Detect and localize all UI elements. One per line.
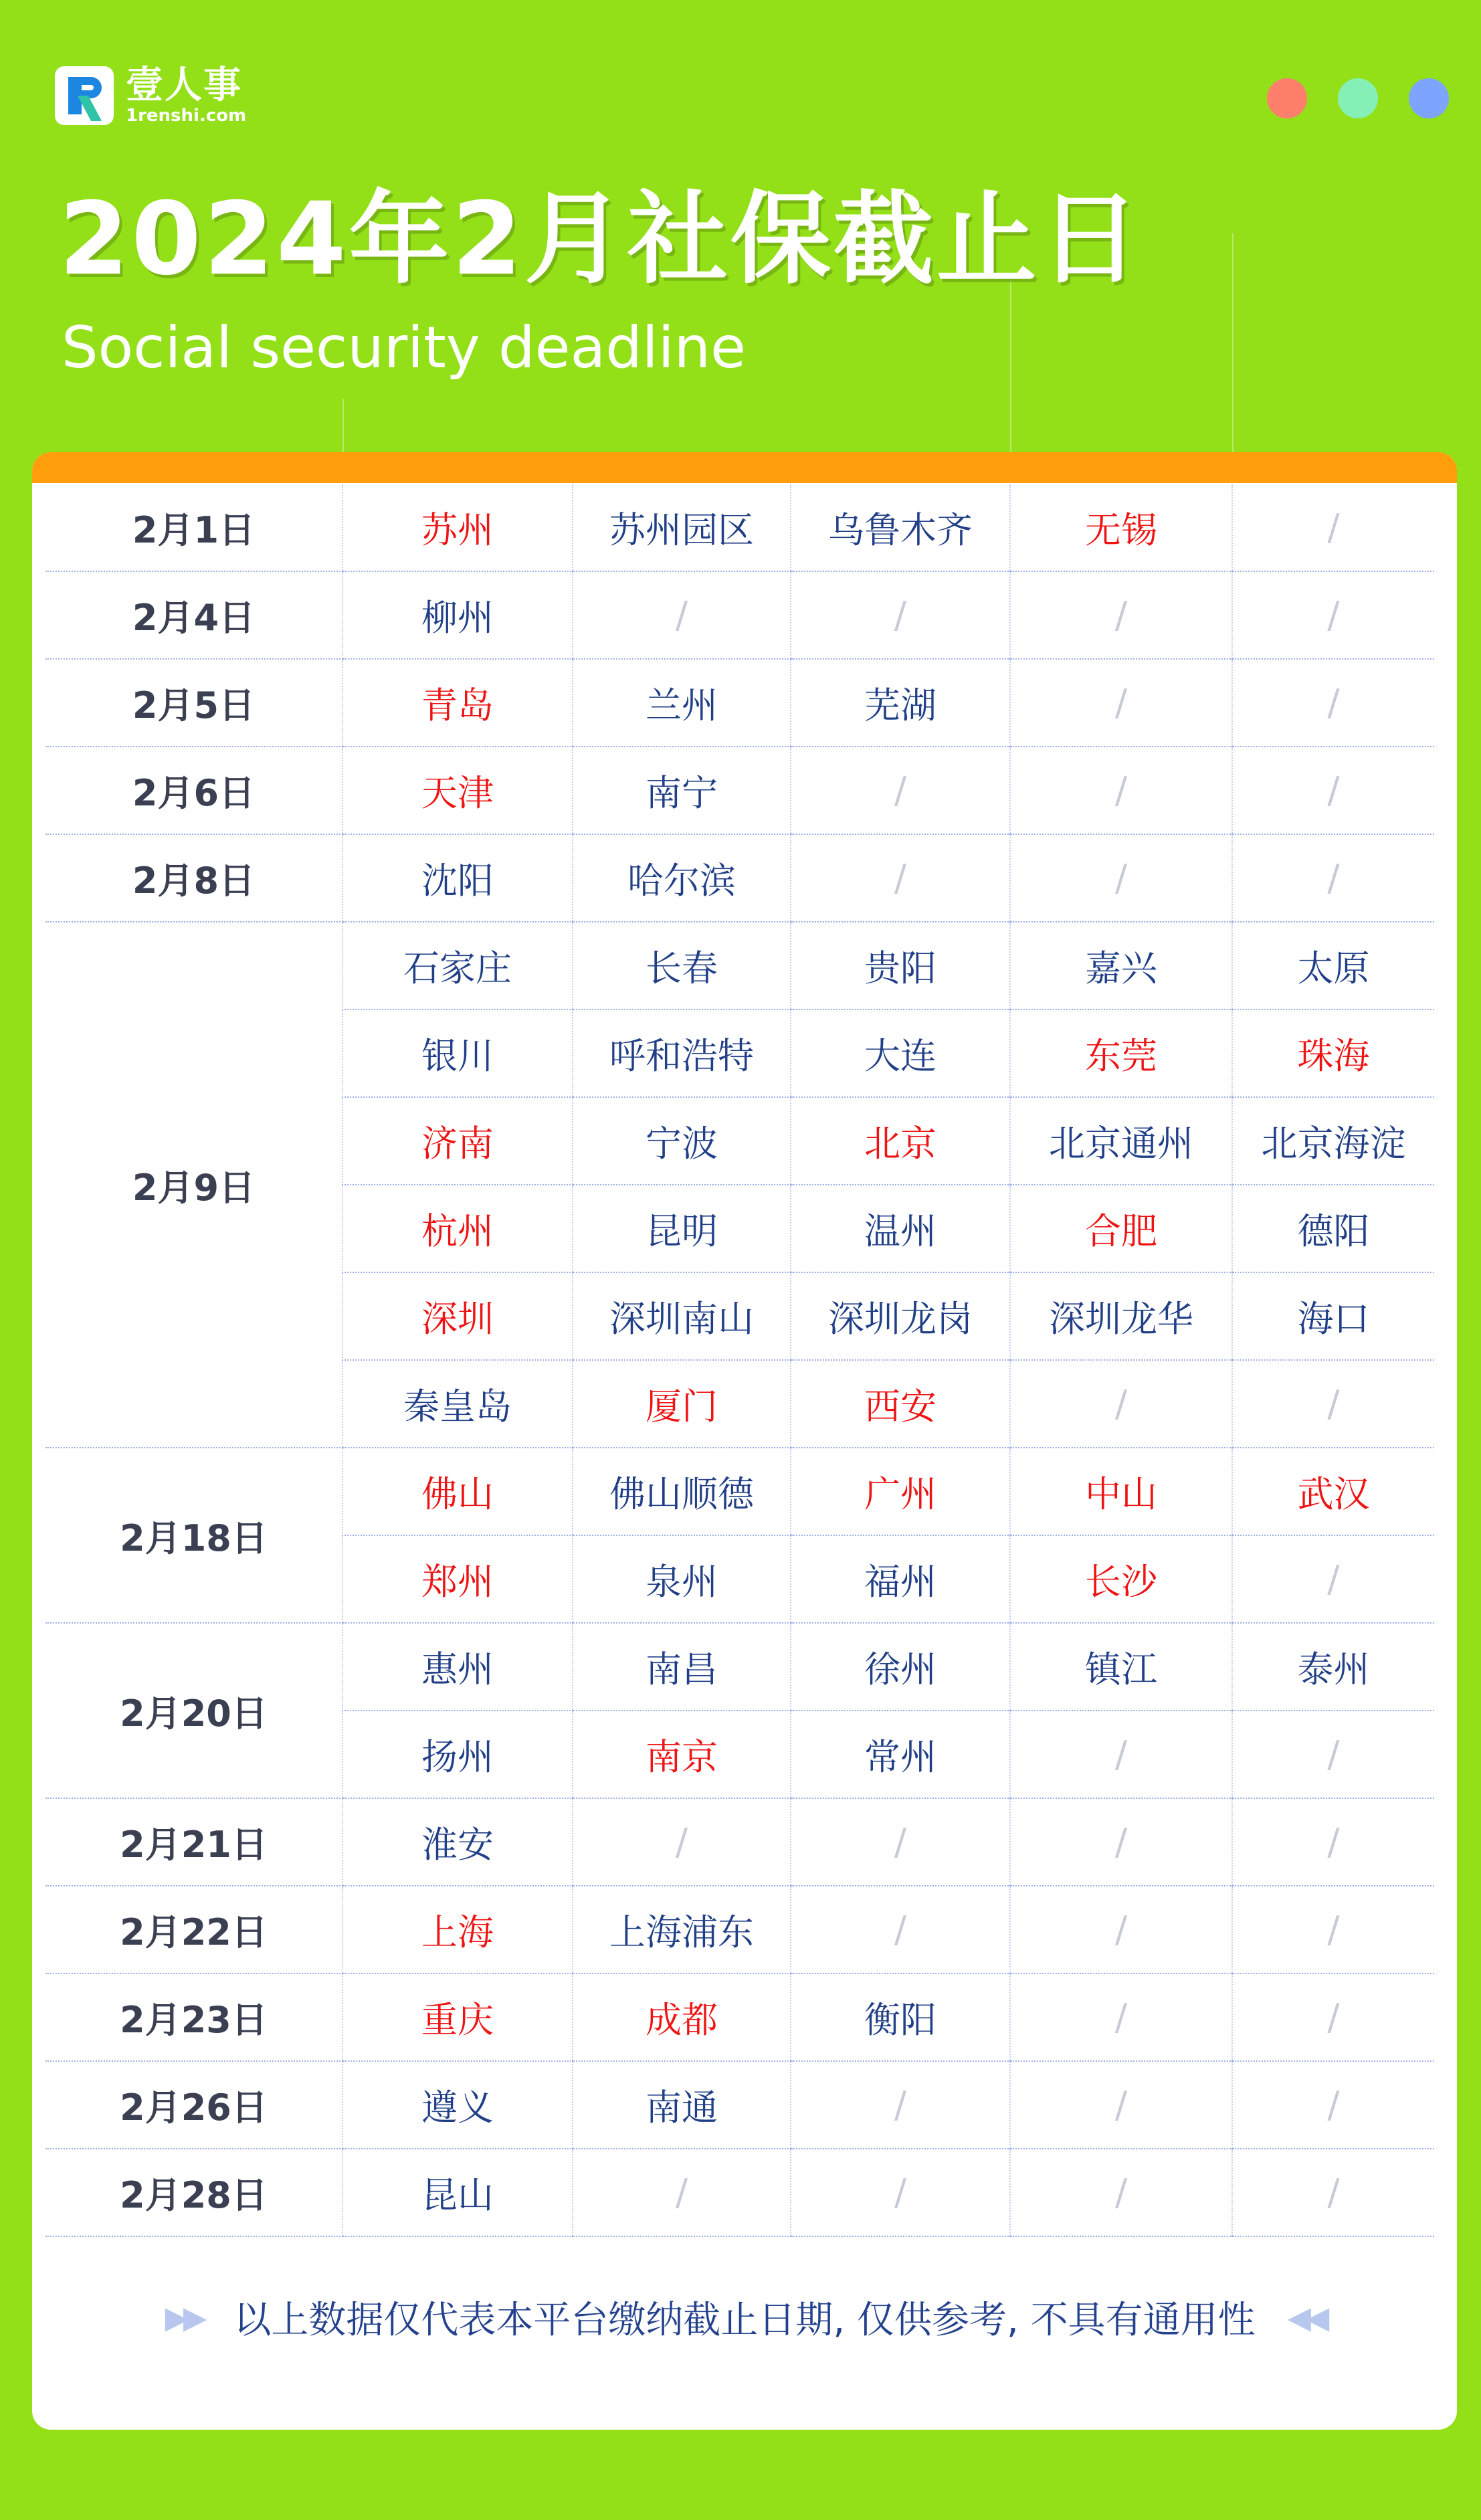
city-cell: 昆明 [573,1185,791,1272]
city-cell: 无锡 [1010,484,1232,571]
city-cell: 长春 [573,922,791,1009]
table-row [45,1973,1434,2061]
empty-cell: / [791,747,1010,834]
city-cell: 郑州 [342,1535,573,1623]
city-cell: 北京 [791,1097,1010,1185]
brand-logo [55,66,246,126]
date-cell: 2月22日 [45,1886,342,1973]
table-row [45,1623,1434,1711]
date-cell: 2月9日 [45,922,342,1448]
dot-blue [1409,78,1449,118]
empty-cell: / [1010,1973,1232,2061]
table-row [45,571,1434,659]
city-cell: 扬州 [342,1711,573,1798]
empty-cell: / [1232,2149,1434,2236]
city-cell: 石家庄 [342,922,573,1009]
city-cell: 泉州 [573,1535,791,1623]
city-cell: 镇江 [1010,1623,1232,1711]
brand-domain: 1renshi.com [126,106,247,126]
city-cell: 嘉兴 [1010,922,1232,1009]
city-cell: 南通 [573,2061,791,2149]
empty-cell: / [1010,1886,1232,1973]
table-row [45,1798,1434,1886]
date-cell: 2月6日 [45,747,342,834]
city-cell: 深圳龙岗 [791,1272,1010,1360]
date-cell: 2月23日 [45,1973,342,2061]
date-cell: 2月5日 [45,659,342,747]
city-cell: 柳州 [342,571,573,659]
empty-cell: / [1232,1973,1434,2061]
city-cell: 常州 [791,1711,1010,1798]
empty-cell: / [1010,1798,1232,1886]
city-cell: 武汉 [1232,1448,1434,1535]
city-cell: 西安 [791,1360,1010,1448]
city-cell: 上海浦东 [573,1886,791,1973]
city-cell: 合肥 [1010,1185,1232,1272]
city-cell: 海口 [1232,1272,1434,1360]
table-row [45,834,1434,922]
empty-cell: / [1232,834,1434,922]
date-cell: 2月21日 [45,1798,342,1886]
card-accent-bar [32,452,1457,483]
empty-cell: / [1010,834,1232,922]
city-cell: 重庆 [342,1973,573,2061]
logo-r-icon [55,66,114,125]
city-cell: 芜湖 [791,659,1010,747]
city-cell: 沈阳 [342,834,573,922]
city-cell: 广州 [791,1448,1010,1535]
empty-cell: / [1232,1798,1434,1886]
empty-cell: / [1232,571,1434,659]
city-cell: 苏州 [342,484,573,571]
city-cell: 哈尔滨 [573,834,791,922]
page-title: 2024年2月社保截止日 [59,181,1143,298]
dot-green [1338,78,1378,118]
table-row [45,659,1434,747]
empty-cell: / [1232,484,1434,571]
schedule-card [32,452,1457,2430]
city-cell: 泰州 [1232,1623,1434,1711]
city-cell: 北京海淀 [1232,1097,1434,1185]
double-arrow-left-icon: ◀◀ [1287,2299,1324,2335]
city-cell: 德阳 [1232,1185,1434,1272]
date-cell: 2月1日 [45,484,342,571]
empty-cell: / [573,2149,791,2236]
table-row [45,1448,1434,1535]
empty-cell: / [1232,1711,1434,1798]
date-cell: 2月4日 [45,571,342,659]
empty-cell: / [573,571,791,659]
empty-cell: / [1232,659,1434,747]
city-cell: 温州 [791,1185,1010,1272]
city-cell: 厦门 [573,1360,791,1448]
city-cell: 昆山 [342,2149,573,2236]
empty-cell: / [791,2061,1010,2149]
empty-cell: / [1010,1360,1232,1448]
city-cell: 福州 [791,1535,1010,1623]
city-cell: 衡阳 [791,1973,1010,2061]
city-cell: 佛山 [342,1448,573,1535]
schedule-table [45,484,1434,2237]
empty-cell: / [1010,747,1232,834]
date-cell: 2月8日 [45,834,342,922]
table-row [45,2149,1434,2236]
city-cell: 呼和浩特 [573,1009,791,1097]
date-cell: 2月20日 [45,1623,342,1798]
city-cell: 珠海 [1232,1009,1434,1097]
city-cell: 成都 [573,1973,791,2061]
city-cell: 苏州园区 [573,484,791,571]
window-dots [1267,78,1449,118]
city-cell: 淮安 [342,1798,573,1886]
city-cell: 兰州 [573,659,791,747]
city-cell: 惠州 [342,1623,573,1711]
empty-cell: / [791,571,1010,659]
empty-cell: / [791,1886,1010,1973]
empty-cell: / [1232,1886,1434,1973]
empty-cell: / [791,2149,1010,2236]
date-cell: 2月28日 [45,2149,342,2236]
table-row [45,747,1434,834]
city-cell: 深圳南山 [573,1272,791,1360]
city-cell: 东莞 [1010,1009,1232,1097]
city-cell: 杭州 [342,1185,573,1272]
empty-cell: / [1010,2061,1232,2149]
city-cell: 南宁 [573,747,791,834]
date-cell: 2月26日 [45,2061,342,2149]
city-cell: 深圳龙华 [1010,1272,1232,1360]
empty-cell: / [1010,1711,1232,1798]
city-cell: 长沙 [1010,1535,1232,1623]
city-cell: 宁波 [573,1097,791,1185]
empty-cell: / [1232,747,1434,834]
footer-text: 以上数据仅代表本平台缴纳截止日期, 仅供参考, 不具有通用性 [233,2299,1256,2342]
city-cell: 青岛 [342,659,573,747]
city-cell: 佛山顺德 [573,1448,791,1535]
decor-line [342,399,344,454]
empty-cell: / [1232,1535,1434,1623]
city-cell: 大连 [791,1009,1010,1097]
table-row [45,922,1434,1009]
page-subtitle: Social security deadline [62,314,747,381]
city-cell: 中山 [1010,1448,1232,1535]
date-cell: 2月18日 [45,1448,342,1623]
brand-text [126,66,246,126]
empty-cell: / [1232,2061,1434,2149]
empty-cell: / [1010,571,1232,659]
city-cell: 秦皇岛 [342,1360,573,1448]
empty-cell: / [1010,2149,1232,2236]
empty-cell: / [791,834,1010,922]
city-cell: 深圳 [342,1272,573,1360]
empty-cell: / [791,1798,1010,1886]
city-cell: 济南 [342,1097,573,1185]
empty-cell: / [1010,659,1232,747]
city-cell: 遵义 [342,2061,573,2149]
empty-cell: / [1232,1360,1434,1448]
table-row [45,2061,1434,2149]
footer-note [32,2291,1457,2344]
table-row [45,1886,1434,1973]
city-cell: 上海 [342,1886,573,1973]
city-cell: 太原 [1232,922,1434,1009]
city-cell: 北京通州 [1010,1097,1232,1185]
city-cell: 南京 [573,1711,791,1798]
city-cell: 南昌 [573,1623,791,1711]
table-row [45,484,1434,571]
city-cell: 天津 [342,747,573,834]
decor-line [1010,281,1011,454]
decor-line [1232,233,1233,454]
city-cell: 银川 [342,1009,573,1097]
dot-red [1267,78,1307,118]
brand-name: 壹人事 [126,64,242,107]
city-cell: 贵阳 [791,922,1010,1009]
city-cell: 乌鲁木齐 [791,484,1010,571]
double-arrow-right-icon: ▶▶ [165,2299,202,2335]
empty-cell: / [573,1798,791,1886]
city-cell: 徐州 [791,1623,1010,1711]
